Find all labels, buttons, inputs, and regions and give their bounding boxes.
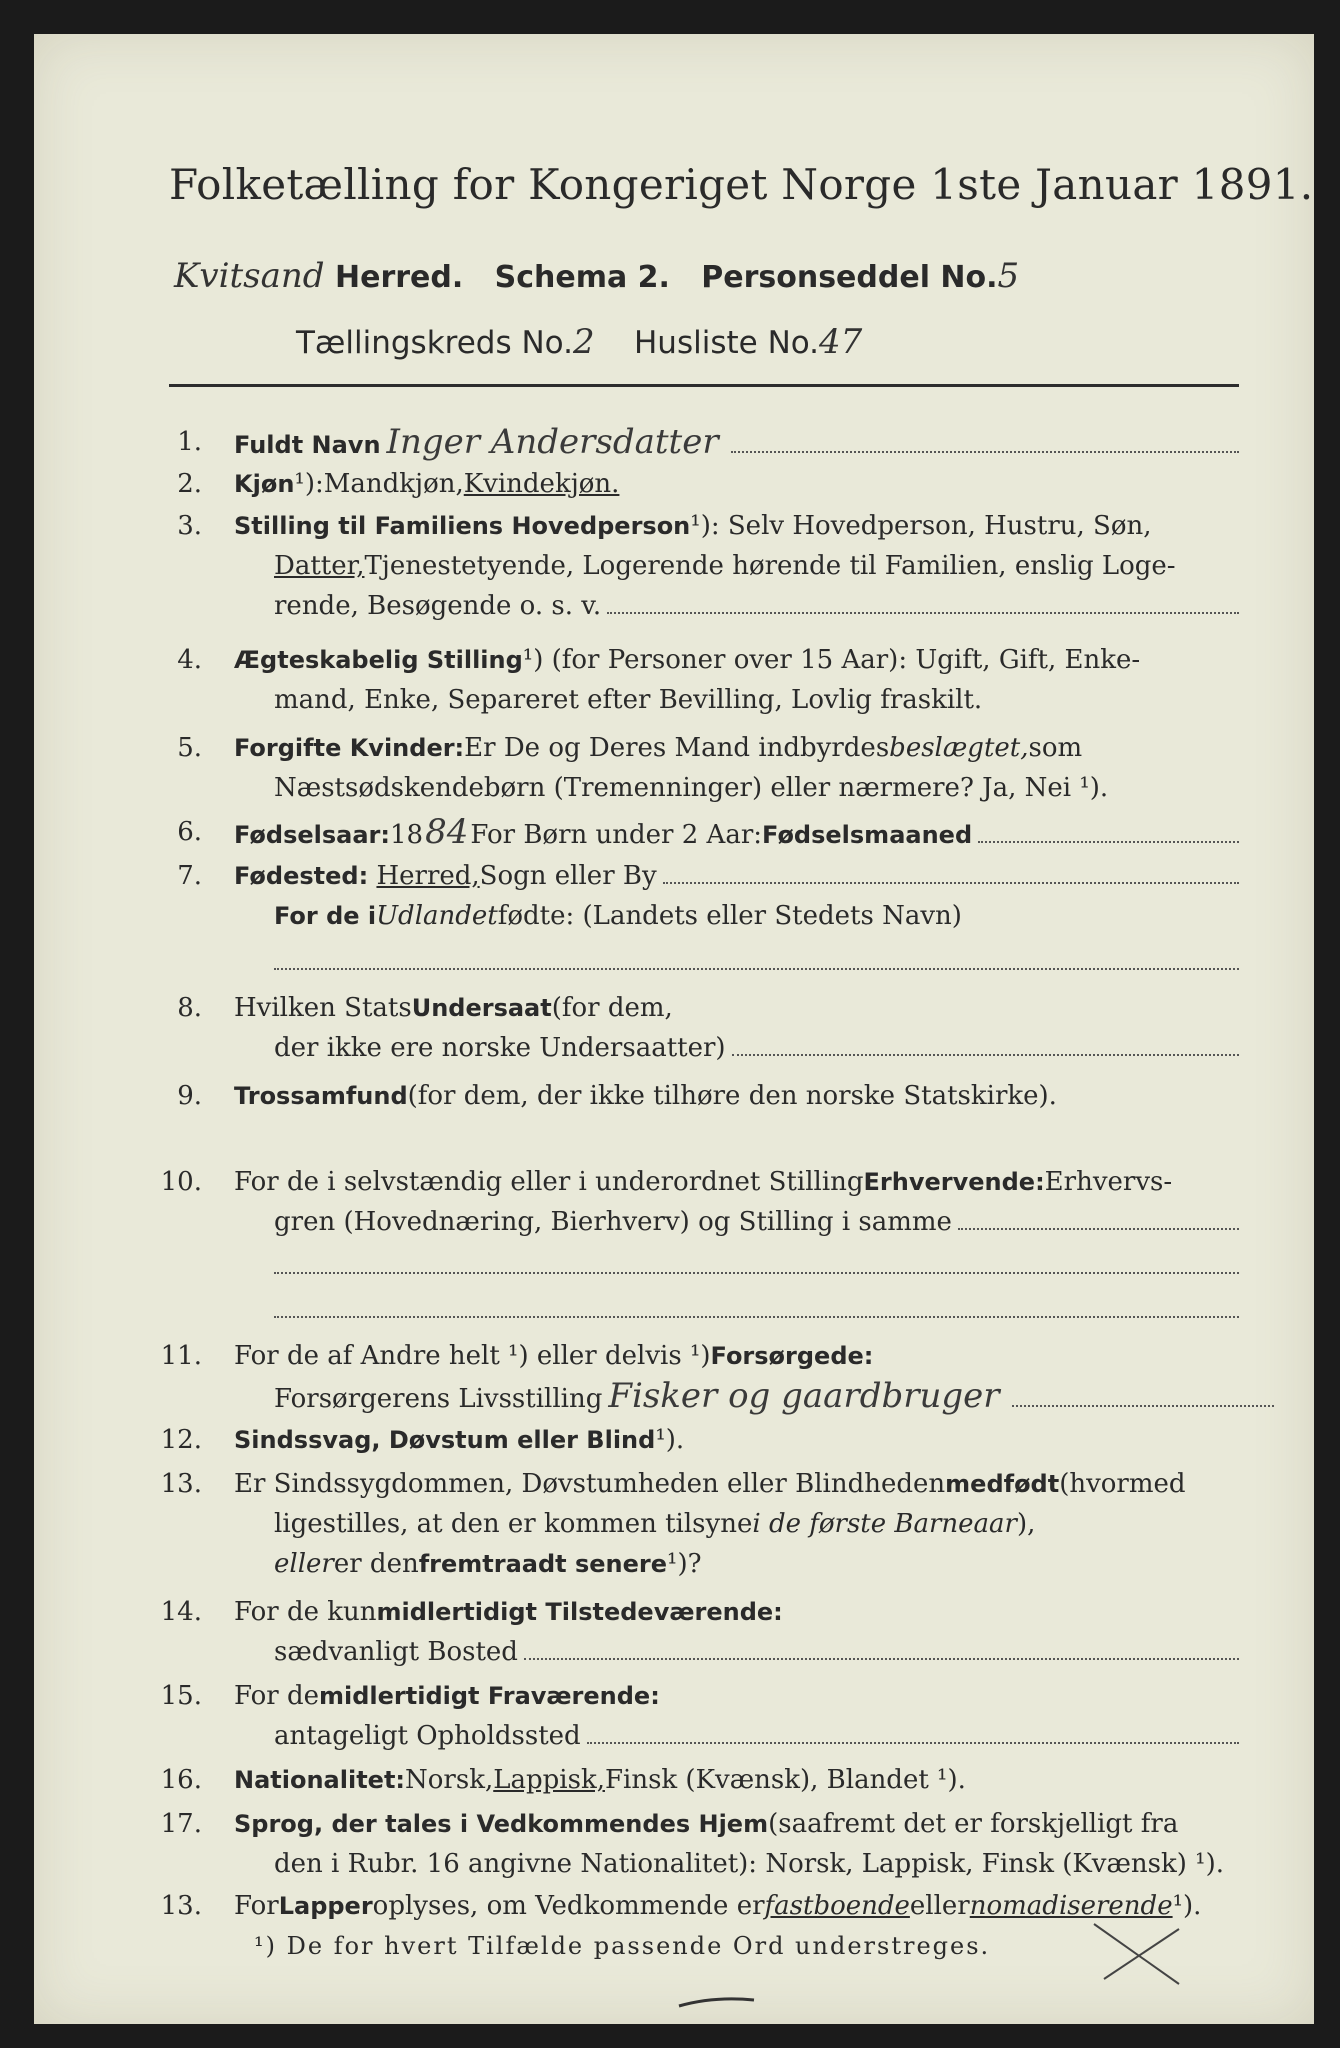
citizenship-text: Hvilken Stats xyxy=(234,993,412,1023)
item-full-name xyxy=(234,422,1239,462)
married-women-label: gifte Kvinder: xyxy=(277,734,465,762)
nationality-option-lappisk: Lappisk, xyxy=(493,1765,605,1795)
family-position-option-daughter: Datter, xyxy=(274,551,365,581)
birth-month-text: For Børn under 2 Aar: xyxy=(470,820,763,850)
item-number: 10. xyxy=(160,1167,202,1197)
dotted-line xyxy=(978,821,1239,843)
sami-label: Lapper xyxy=(278,1892,373,1920)
dotted-line xyxy=(1012,1385,1274,1407)
temporary-absent-text: For de xyxy=(234,1681,319,1711)
family-position-text: ¹): Selv Hovedperson, Hustru, Søn, xyxy=(690,511,1152,541)
disability-onset-text: ), xyxy=(1016,1509,1036,1539)
dependents-label: Forsørgede: xyxy=(710,1342,874,1370)
footnote-marker: ¹): xyxy=(294,469,324,499)
schema-label: Schema 2. xyxy=(494,260,670,295)
marital-status-line-2 xyxy=(274,684,982,716)
kreds-value: 2 xyxy=(572,322,595,362)
disability-onset-text: er den xyxy=(333,1549,419,1579)
item-marital-status xyxy=(234,644,1140,676)
item-number: 13. xyxy=(160,1891,202,1921)
pen-stroke xyxy=(674,1992,764,2012)
citizenship-text: der ikke ere norske Undersaatter) xyxy=(274,1033,726,1063)
birthplace-line-2 xyxy=(274,900,962,932)
item-number: 7. xyxy=(177,861,202,891)
provider-occupation-value: Fisker og gaardbruger xyxy=(608,1376,1000,1416)
husliste-label: Husliste No. xyxy=(634,325,820,361)
nationality-text: Finsk (Kvænsk), Blandet ¹). xyxy=(604,1765,966,1795)
citizenship-text: (for dem, xyxy=(551,993,673,1023)
occupation-text: For de i selvstændig eller i underordnet Stilling xyxy=(234,1167,864,1197)
sami-text: oplyses, om Vedkommende er xyxy=(372,1891,765,1921)
full-name-value: Inger Andersdatter xyxy=(386,422,719,462)
dependents-line-2 xyxy=(274,1376,1274,1416)
birth-month-label: Fødselsmaaned xyxy=(762,821,973,849)
census-form-page xyxy=(34,34,1314,2024)
married-women-prefix: For xyxy=(234,734,278,762)
occupation-label: Erhvervende: xyxy=(863,1168,1045,1196)
item-number: 4. xyxy=(177,645,202,675)
item-disability-onset xyxy=(234,1468,1186,1500)
birthplace-abroad: Udlandet xyxy=(376,901,498,931)
item-religion xyxy=(234,1080,1057,1112)
item-disability xyxy=(234,1424,684,1456)
occupation-text: gren (Hovednæring, Bierhverv) og Stilling i samme xyxy=(274,1207,952,1237)
item-number: 8. xyxy=(177,993,202,1023)
dotted-line xyxy=(732,1034,1239,1056)
item-number: 6. xyxy=(177,817,202,847)
item-number: 14. xyxy=(160,1597,202,1627)
temporary-absent-label: midlertidigt Fraværende: xyxy=(319,1682,660,1710)
dependents-text: For de af Andre helt ¹) eller delvis ¹) xyxy=(234,1341,711,1371)
item-number: 17. xyxy=(160,1809,202,1839)
dotted-line xyxy=(587,1722,1239,1744)
provider-occupation-label: Forsørgerens Livsstilling xyxy=(274,1384,603,1414)
disability-onset-text: ¹)? xyxy=(667,1549,702,1579)
religion-label: Trossamfund xyxy=(234,1082,408,1110)
item-number: 16. xyxy=(160,1765,202,1795)
gender-option-female: Kvindekjøn. xyxy=(463,469,620,499)
birthplace-label: Fødested: xyxy=(234,862,369,890)
herred-label: Herred. xyxy=(334,260,464,295)
religion-text: (for dem, der ikke tilhøre den norske Statskirke). xyxy=(407,1081,1057,1111)
later-onset-label: fremtraadt senere xyxy=(418,1550,668,1578)
family-position-text: rende, Besøgende o. s. v. xyxy=(274,591,602,621)
nationality-text: Norsk, xyxy=(405,1765,494,1795)
disability-onset-line-2 xyxy=(274,1508,1035,1540)
gender-option-male: Mandkjøn, xyxy=(323,469,464,499)
birthplace-text: Sogn eller By xyxy=(479,861,657,891)
personseddel-value: 5 xyxy=(997,256,1020,296)
disability-onset-line-3 xyxy=(274,1548,702,1580)
temporary-absent-line-2 xyxy=(274,1720,1239,1752)
header-line-2 xyxy=(296,322,862,362)
congenital-label: medfødt xyxy=(945,1470,1060,1498)
birthplace-text: fødte: (Landets eller Stedets Navn) xyxy=(497,901,962,931)
dotted-line xyxy=(958,1208,1239,1230)
dotted-line xyxy=(663,862,1239,884)
personseddel-label: Personseddel No. xyxy=(701,260,998,295)
item-number: 9. xyxy=(177,1081,202,1111)
item-birthplace xyxy=(234,860,1239,892)
married-women-related: beslægtet, xyxy=(889,733,1029,763)
birth-year-label: Fødselsaar: xyxy=(234,821,390,849)
occupation-line-2 xyxy=(274,1206,1239,1238)
marital-status-text: mand, Enke, Separeret efter Bevilling, Lovlig fraskilt. xyxy=(274,685,983,715)
item-sami xyxy=(234,1890,1201,1922)
item-number: 13. xyxy=(160,1469,202,1499)
disability-text: ¹). xyxy=(655,1425,685,1455)
citizenship-line-2 xyxy=(274,1032,1239,1064)
married-women-text: som xyxy=(1028,733,1083,763)
header-line-1 xyxy=(174,256,1019,296)
header-rule xyxy=(169,384,1239,387)
item-temporary-present xyxy=(234,1596,783,1628)
dotted-line xyxy=(274,1314,1239,1318)
temporary-present-label: midlertidigt Tilstedeværende: xyxy=(376,1598,783,1626)
disability-onset-text: (hvormed xyxy=(1059,1469,1186,1499)
married-women-text: Næstsødskendebørn (Tremenninger) eller nærmere? Ja, Nei ¹). xyxy=(274,773,1109,803)
family-position-text: Tjenestetyende, Logerende hørende til Familien, enslig Loge- xyxy=(364,551,1176,581)
dotted-line xyxy=(274,966,1239,970)
birth-year-prefix: 18 xyxy=(390,820,424,850)
marital-status-text: ¹) (for Personer over 15 Aar): Ugift, Gift, Enke- xyxy=(522,645,1141,675)
occupation-text: Erhvervs- xyxy=(1044,1167,1173,1197)
disability-onset-text: ligestilles, at den er kommen tilsyne xyxy=(274,1509,753,1539)
cross-mark xyxy=(1084,1914,1194,1994)
item-language xyxy=(234,1808,1178,1840)
nationality-label: Nationalitet: xyxy=(234,1766,406,1794)
birthplace-abroad-prefix: For de i xyxy=(274,902,377,930)
item-number: 15. xyxy=(160,1681,202,1711)
language-label: Sprog, der tales i Vedkommendes Hjem xyxy=(234,1810,769,1838)
language-line-2 xyxy=(274,1848,1224,1880)
dotted-line xyxy=(731,431,1239,453)
birthplace-option-herred: Herred, xyxy=(376,861,480,891)
dotted-line xyxy=(607,592,1239,614)
item-married-women xyxy=(234,732,1082,764)
gender-label: Kjøn xyxy=(234,470,295,498)
dotted-line xyxy=(524,1638,1239,1660)
item-number: 11. xyxy=(160,1341,202,1371)
item-birth-year xyxy=(234,812,1239,852)
disability-onset-text: Er Sindssygdommen, Døvstumheden eller Blindheden xyxy=(234,1469,946,1499)
married-women-line-2 xyxy=(274,772,1108,804)
sami-text: eller xyxy=(909,1891,970,1921)
item-gender xyxy=(234,468,619,500)
sami-text: ¹). xyxy=(1172,1891,1202,1921)
full-name-label: Fuldt Navn xyxy=(234,431,381,459)
birth-year-value: 84 xyxy=(425,812,469,852)
family-position-line-3 xyxy=(274,590,1239,622)
item-temporary-absent xyxy=(234,1680,660,1712)
first-childhood-years: i de første Barneaar xyxy=(752,1509,1017,1539)
citizenship-label: Undersaat xyxy=(411,994,552,1022)
item-number: 5. xyxy=(177,733,202,763)
disability-onset-or: eller xyxy=(274,1549,334,1579)
kreds-label: Tællingskreds No. xyxy=(296,325,573,361)
item-family-position xyxy=(234,510,1239,542)
probable-location-label: antageligt Opholdssted xyxy=(274,1721,581,1751)
item-occupation xyxy=(234,1166,1172,1198)
dotted-line xyxy=(274,1270,1239,1274)
family-position-line-2 xyxy=(274,550,1176,582)
disability-label: Sindssvag, Døvstum eller Blind xyxy=(234,1426,656,1454)
item-number: 2. xyxy=(177,469,202,499)
temporary-present-text: For de kun xyxy=(234,1597,377,1627)
language-text: den i Rubr. 16 angivne Nationalitet): Norsk, Lappisk, Finsk (Kvænsk) ¹). xyxy=(274,1849,1225,1879)
temporary-present-line-2 xyxy=(274,1636,1239,1668)
footnote: ¹) De for hvert Tilfælde passende Ord understreges. xyxy=(254,1932,991,1960)
family-position-label: Stilling til Familiens Hovedperson xyxy=(234,512,691,540)
form-title: Folketælling for Kongeriget Norge 1ste Januar 1891. xyxy=(169,160,1314,209)
marital-status-label: Ægteskabelig Stilling xyxy=(234,646,523,674)
sami-option-settled: fastboende xyxy=(764,1891,910,1921)
sami-text: For xyxy=(234,1891,279,1921)
language-text: (saafremt det er forskjelligt fra xyxy=(768,1809,1179,1839)
item-number: 12. xyxy=(160,1425,202,1455)
item-number: 3. xyxy=(177,511,202,541)
usual-residence-label: sædvanligt Bosted xyxy=(274,1637,518,1667)
sami-option-nomadic: nomadiserende xyxy=(969,1891,1173,1921)
item-dependents xyxy=(234,1340,873,1372)
husliste-value: 47 xyxy=(819,322,863,362)
item-nationality xyxy=(234,1764,966,1796)
herred-value: Kvitsand xyxy=(174,256,325,296)
married-women-text: Er De og Deres Mand indbyrdes xyxy=(464,733,890,763)
item-number: 1. xyxy=(177,427,202,457)
item-citizenship xyxy=(234,992,673,1024)
